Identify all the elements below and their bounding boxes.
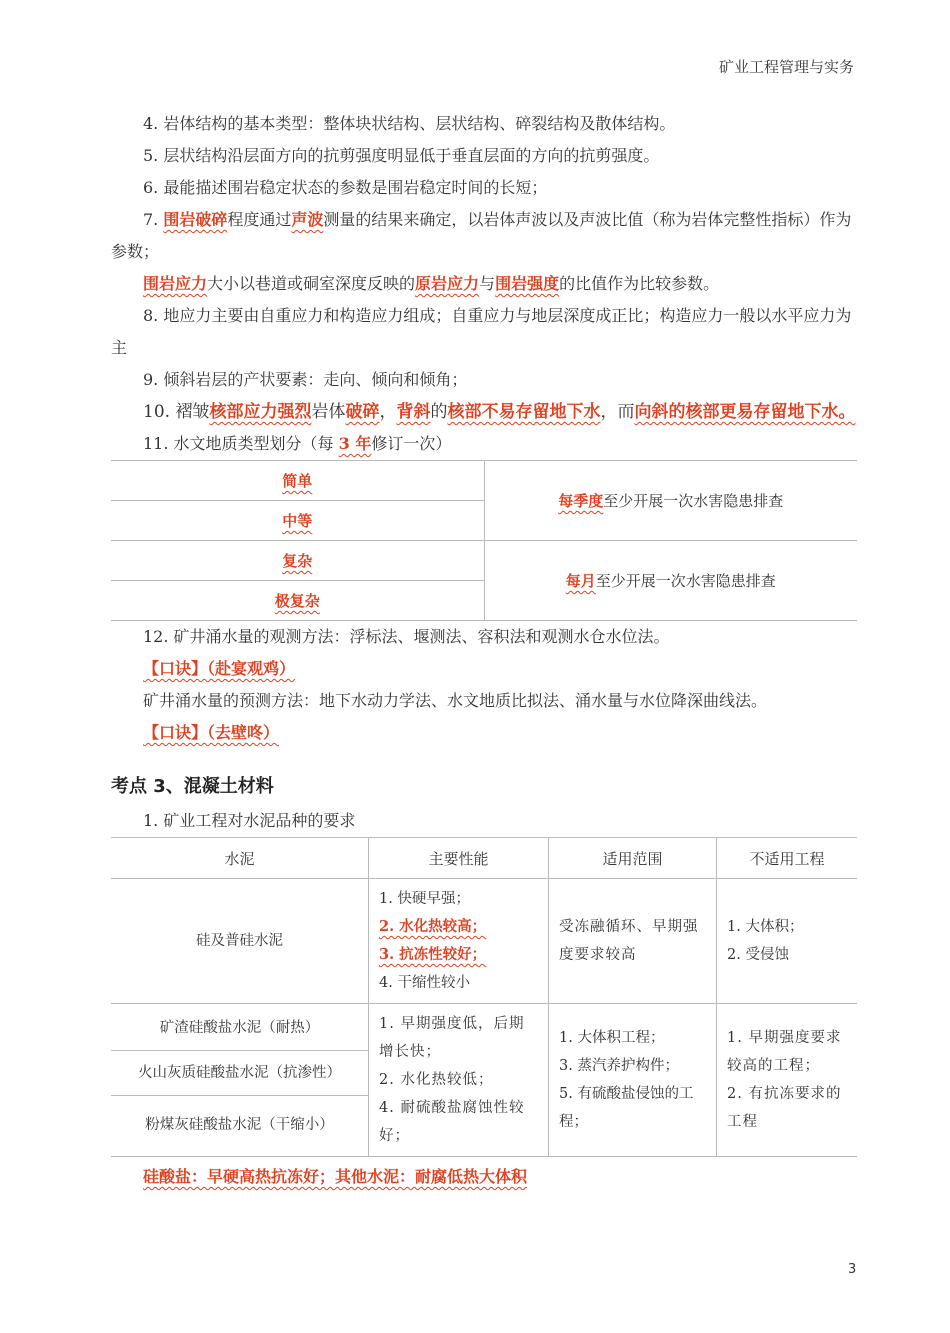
list-item: 1. 大体积工程； [559, 1030, 665, 1046]
table-row [111, 461, 857, 501]
list-item: 2. 水化热较高； [379, 918, 487, 935]
table-row [111, 879, 857, 1004]
type-label: 中等 [282, 512, 313, 530]
list-item: 5. 有硫酸盐侵蚀的工程； [559, 1086, 694, 1130]
table-cell [484, 461, 857, 541]
highlight: 围岩破碎 [163, 210, 228, 229]
cement-table [111, 837, 857, 1157]
hydro-geology-table [111, 460, 857, 621]
highlight: 围岩强度 [495, 274, 560, 293]
page-content [111, 108, 857, 1193]
text: ，而 [600, 402, 635, 422]
item-4: 4. 岩体结构的基本类型：整体块状结构、层状结构、碎裂结构及散体结构。 [143, 114, 676, 133]
list-item: 3. 抗冻性较好； [379, 946, 487, 963]
type-label: 复杂 [282, 552, 313, 570]
list-item: 3. 蒸汽养护构件； [559, 1058, 679, 1074]
item-7-continued [111, 268, 857, 300]
highlight: 核部应力强烈 [209, 402, 312, 422]
cement-name: 粉煤灰硅酸盐水泥（干缩小） [145, 1117, 334, 1133]
page-number: 3 [848, 1262, 857, 1277]
cement-performance [369, 1004, 549, 1157]
highlight: 【口诀】（去壁咚） [143, 723, 280, 742]
type-label: 简单 [282, 472, 313, 490]
highlight: 每月 [565, 572, 596, 590]
highlight: 核部不易存留地下水 [447, 402, 601, 422]
table-cell [111, 541, 484, 581]
type-label: 极复杂 [274, 592, 320, 610]
section-subtitle: 1. 矿业工程对水泥品种的要求 [143, 811, 356, 830]
column-header: 不适用工程 [717, 838, 858, 879]
text: 岩体 [311, 402, 346, 422]
item-12: 12. 矿井涌水量的观测方法：浮标法、堰测法、容积法和观测水仓水位法。 [143, 627, 670, 646]
highlight: 声波 [291, 210, 324, 229]
cement-performance [369, 879, 549, 1004]
highlight: 每季度 [558, 492, 604, 510]
table-row [111, 1004, 857, 1157]
text: 大小以巷道或硐室深度反映的 [207, 274, 416, 293]
list-item: 2. 水化热较低； [379, 1072, 494, 1088]
highlight: 原岩应力 [415, 274, 480, 293]
mnemonic-2 [111, 717, 857, 749]
list-item: 1. 早期强度低，后期增长快； [379, 1016, 525, 1060]
highlight: 背斜 [396, 402, 431, 422]
document-header-title: 矿业工程管理与实务 [718, 58, 854, 76]
item-10 [111, 396, 857, 428]
table-cell [111, 501, 484, 541]
cement-apply [549, 1004, 717, 1157]
highlight: 硅酸盐：早硬高热抗冻好；其他水泥：耐腐低热大体积 [143, 1167, 528, 1186]
item-7 [111, 204, 857, 268]
table-row [111, 541, 857, 581]
cement-name: 硅及普硅水泥 [111, 879, 369, 1004]
highlight: 【口诀】（赴宴观鸡） [143, 659, 296, 678]
cement-apply: 受冻融循环、早期强度要求较高 [549, 879, 717, 1004]
highlight: 3 年 [338, 434, 372, 453]
list-item: 1. 早期强度要求较高的工程； [727, 1030, 842, 1074]
highlight: 围岩应力 [143, 274, 208, 293]
table-cell [484, 541, 857, 621]
list-item: 1. 大体积； [727, 919, 804, 935]
text: 至少开展一次水害隐患排查 [595, 572, 776, 590]
cement-not-apply [717, 879, 858, 1004]
item-9: 9. 倾斜岩层的产状要素：走向、倾向和倾角； [143, 370, 468, 389]
text: 修订一次） [371, 434, 452, 453]
mnemonic-1 [111, 653, 857, 685]
table-cell [111, 461, 484, 501]
list-item: 4. 耐硫酸盐腐蚀性较好； [379, 1100, 525, 1144]
text: 至少开展一次水害隐患排查 [603, 492, 784, 510]
list-item: 1. 快硬早强； [379, 891, 470, 907]
section-title: 考点 3、混凝土材料 [111, 776, 274, 797]
text: ， [379, 402, 397, 422]
cement-not-apply [717, 1004, 858, 1157]
text: 7. [143, 210, 164, 229]
item-8: 8. 地应力主要由自重应力和构造应力组成；自重应力与地层深度成正比；构造应力一般以水平应力为主 [111, 306, 852, 357]
highlight: 向斜的核部更易存留地下水。 [634, 402, 856, 422]
column-header: 适用范围 [549, 838, 717, 879]
item-5: 5. 层状结构沿层面方向的抗剪强度明显低于垂直层面的方向的抗剪强度。 [143, 146, 660, 165]
column-header: 水泥 [111, 838, 369, 879]
text: 测量的结果来确定，以岩体声波以及声波比值（称为岩体完整性指标）作为参数； [111, 210, 852, 261]
table-header-row [111, 838, 857, 879]
item-6: 6. 最能描述围岩稳定状态的参数是围岩稳定时间的长短； [143, 178, 548, 197]
column-header: 主要性能 [369, 838, 549, 879]
table-cell [111, 581, 484, 621]
cement-name: 火山灰质硅酸盐水泥（抗渗性） [111, 1051, 368, 1096]
item-11 [111, 428, 857, 460]
text: 10. 褶皱 [143, 402, 210, 422]
cement-name: 矿渣硅酸盐水泥（耐热） [111, 1006, 368, 1051]
highlight: 破碎 [345, 402, 380, 422]
text: 与 [479, 274, 496, 293]
text: 的比值作为比较参数。 [559, 274, 720, 293]
summary-mnemonic [111, 1161, 857, 1193]
list-item: 2. 有抗冻要求的工程 [727, 1086, 842, 1130]
text: 的 [430, 402, 448, 422]
list-item: 4. 干缩性较小 [379, 975, 470, 991]
predict-methods: 矿井涌水量的预测方法：地下水动力学法、水文地质比拟法、涌水量与水位降深曲线法。 [143, 691, 768, 710]
text: 程度通过 [227, 210, 292, 229]
list-item: 2. 受侵蚀 [727, 947, 789, 963]
text: 11. 水文地质类型划分（每 [143, 434, 339, 453]
cement-name-group [111, 1004, 369, 1157]
